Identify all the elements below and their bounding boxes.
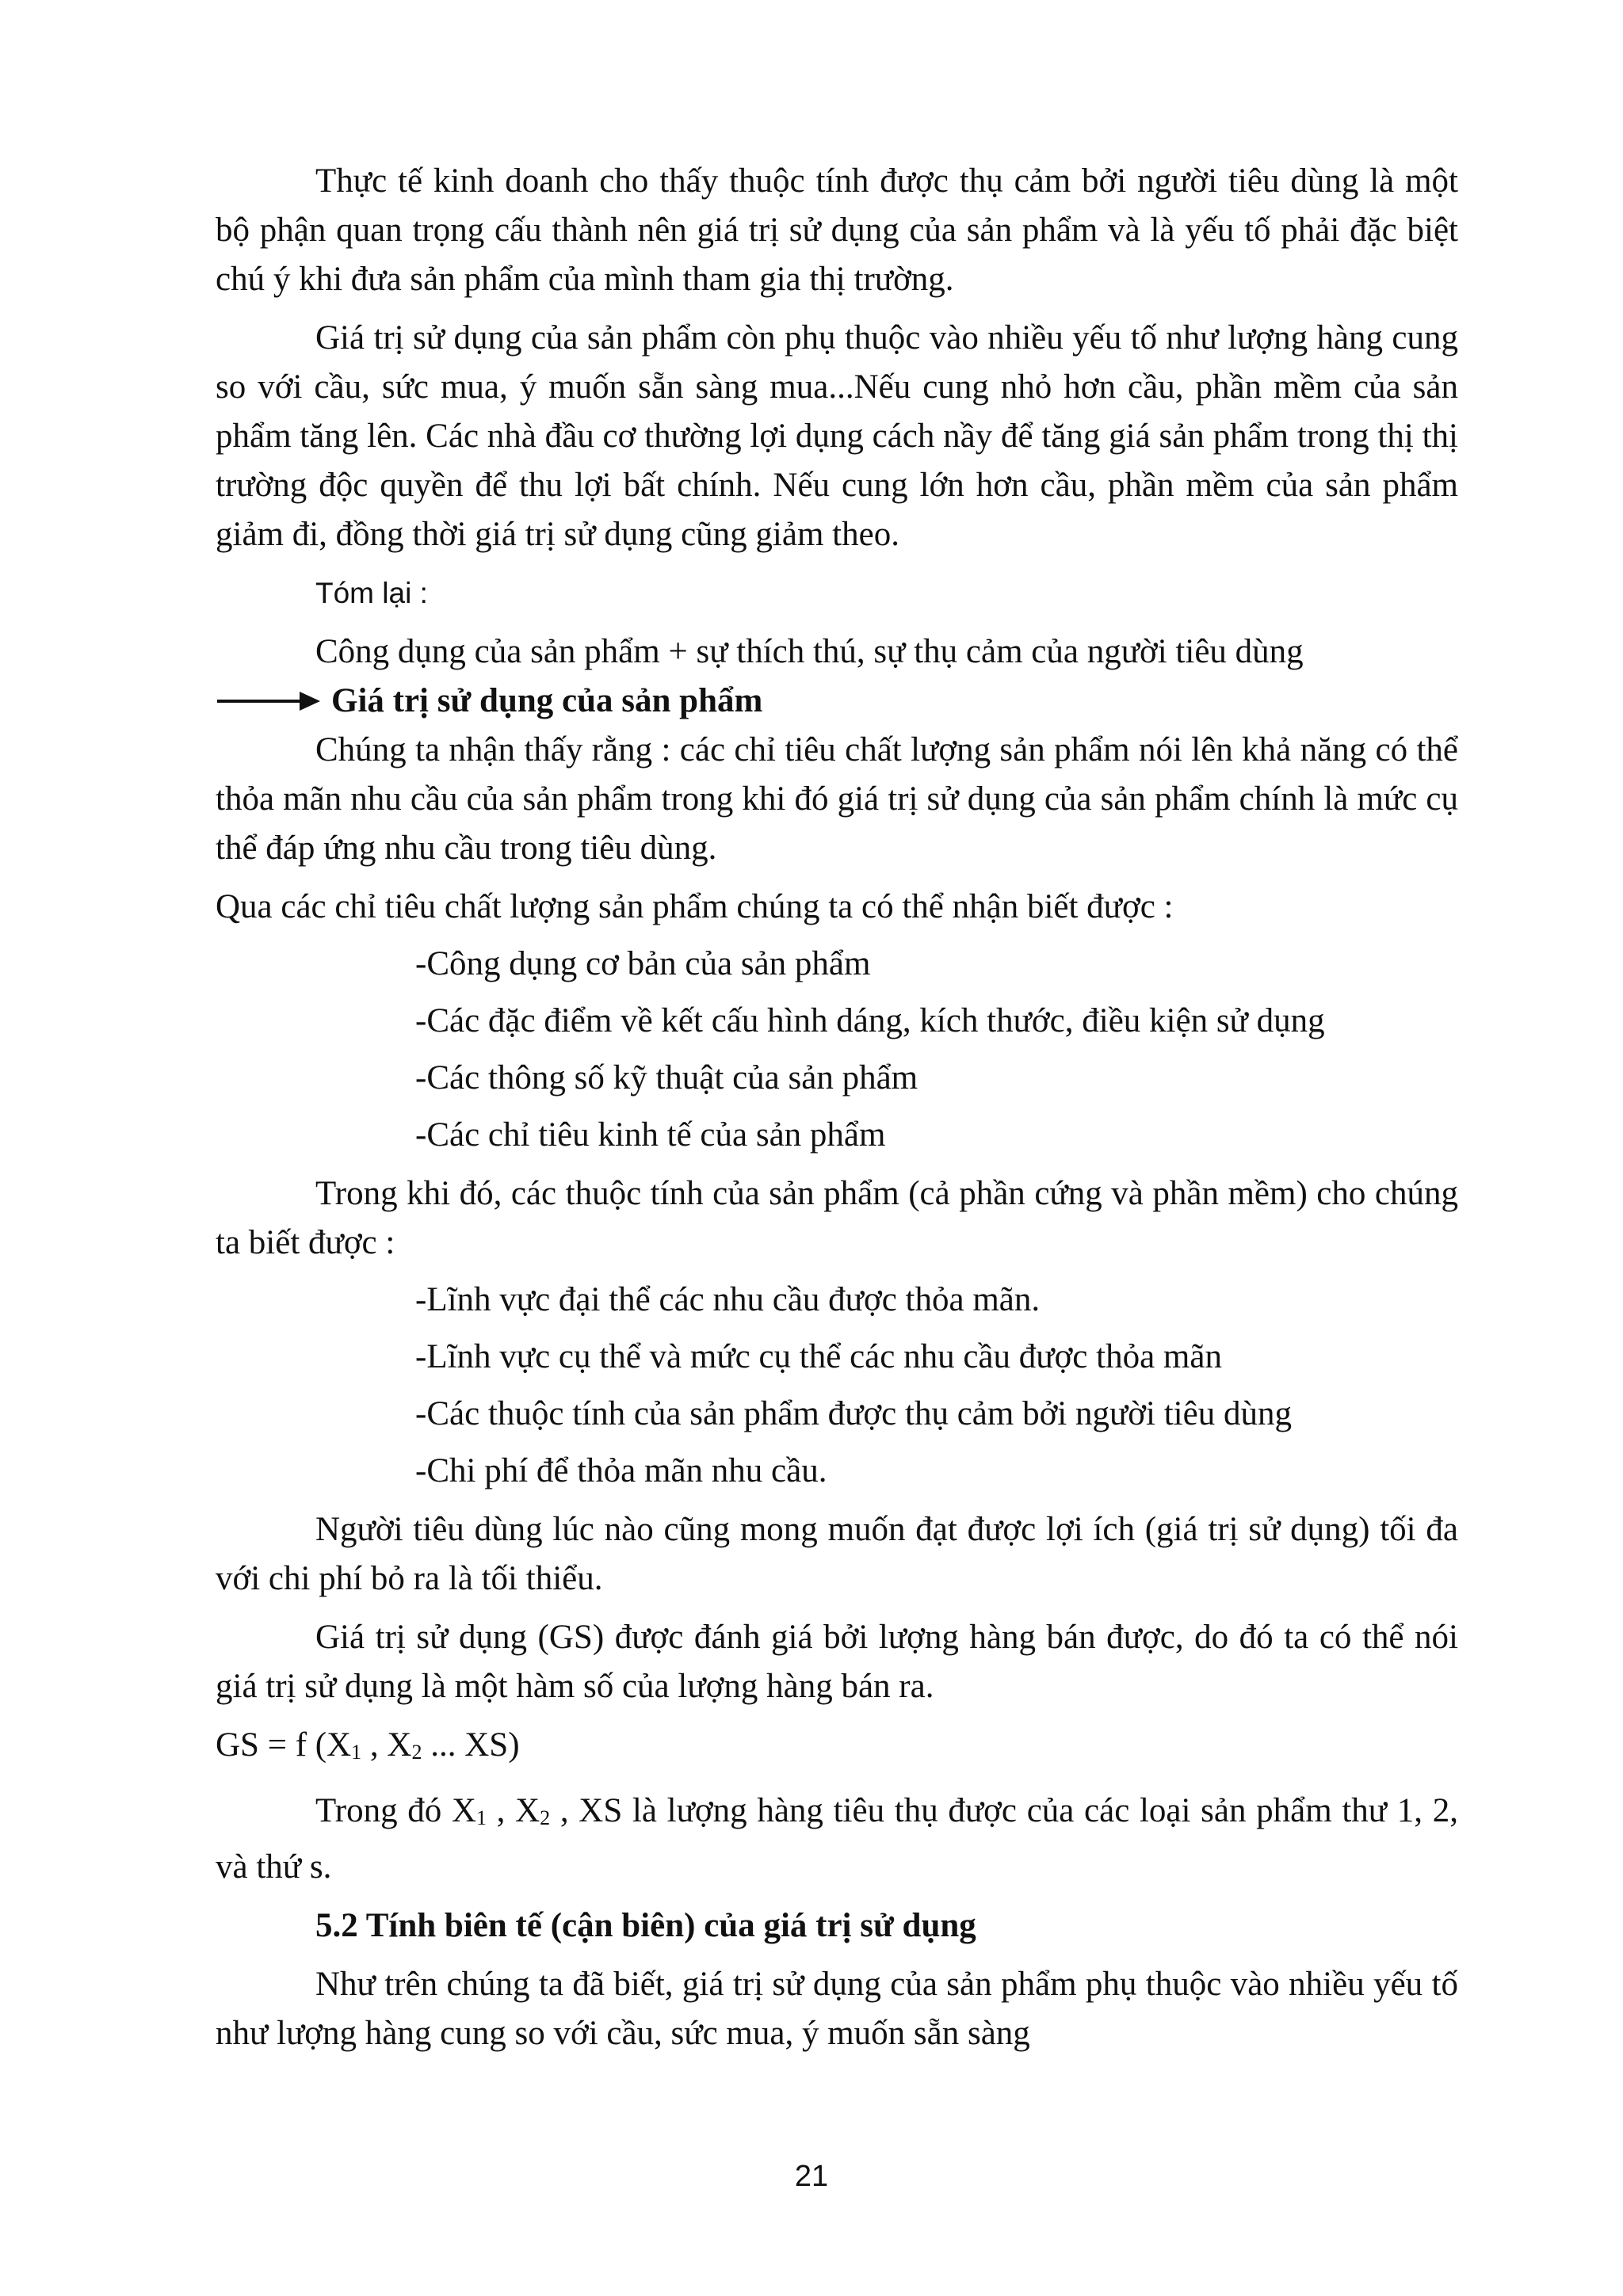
list-item: -Lĩnh vực đại thể các nhu cầu được thỏa mãn. bbox=[415, 1281, 1041, 1318]
list-item: -Các thuộc tính của sản phẩm được thụ cảm bởi người tiêu dùng bbox=[415, 1395, 1292, 1432]
list-item: -Các thông số kỹ thuật của sản phẩm bbox=[415, 1059, 918, 1097]
result-line bbox=[216, 677, 1458, 726]
paragraph-9: Như trên chúng ta đã biết, giá trị sử dụng của sản phẩm phụ thuộc vào nhiều yếu tố như lượng hàng cung so với cầu, sức mua, ý muốn sẵn sàng bbox=[216, 1966, 1458, 2052]
list-item: -Chi phí để thỏa mãn nhu cầu. bbox=[415, 1452, 827, 1489]
paragraph-5: Trong khi đó, các thuộc tính của sản phẩm (cả phần cứng và phần mềm) cho chúng ta biết được : bbox=[216, 1175, 1458, 1261]
paragraph-7: Giá trị sử dụng (GS) được đánh giá bởi lượng hàng bán được, do đó ta có thể nói giá trị sử dụng là một hàm số của lượng hàng bán ra. bbox=[216, 1619, 1458, 1705]
right-arrow-icon bbox=[217, 693, 320, 709]
list-item: -Các đặc điểm về kết cấu hình dáng, kích thước, điều kiện sử dụng bbox=[415, 1002, 1325, 1039]
paragraph-1: Thực tế kinh doanh cho thấy thuộc tính được thụ cảm bởi người tiêu dùng là một bộ phận quan trọng cấu thành nên giá trị sử dụng của sản phẩm và là yếu tố phải đặc biệt chú ý khi đưa sản phẩm của mình tham gia thị trường. bbox=[216, 162, 1458, 298]
summary-label: Tóm lại : bbox=[315, 577, 428, 609]
list-item: -Công dụng cơ bản của sản phẩm bbox=[415, 945, 871, 982]
paragraph-4: Qua các chỉ tiêu chất lượng sản phẩm chúng ta có thể nhận biết được : bbox=[216, 888, 1174, 925]
page-content bbox=[216, 157, 1458, 2058]
section-heading: 5.2 Tính biên tế (cận biên) của giá trị sử dụng bbox=[315, 1907, 976, 1944]
list-item: -Lĩnh vực cụ thể và mức cụ thể các nhu cầu được thỏa mãn bbox=[415, 1338, 1222, 1375]
formula-line: Công dụng của sản phẩm + sự thích thú, sự thụ cảm của người tiêu dùng bbox=[315, 633, 1304, 670]
paragraph-6: Người tiêu dùng lúc nào cũng mong muốn đạt được lợi ích (giá trị sử dụng) tối đa với chi phí bỏ ra là tối thiểu. bbox=[216, 1511, 1458, 1597]
result-text: Giá trị sử dụng của sản phẩm bbox=[331, 682, 763, 719]
paragraph-3: Chúng ta nhận thấy rằng : các chỉ tiêu chất lượng sản phẩm nói lên khả năng có thể thỏa mãn nhu cầu của sản phẩm trong khi đó giá trị sử dụng của sản phẩm chính là mức cụ thể đáp ứng nhu cầu trong tiêu dùng. bbox=[216, 731, 1458, 867]
equation: GS = f ($X_1$ , $X_2$ ... XS) bbox=[216, 1726, 520, 1764]
list-item: -Các chỉ tiêu kinh tế của sản phẩm bbox=[415, 1116, 886, 1154]
paragraph-2: Giá trị sử dụng của sản phẩm còn phụ thuộc vào nhiều yếu tố như lượng hàng cung so với cầu, sức mua, ý muốn sẵn sàng mua...Nếu cung nhỏ hơn cầu, phần mềm của sản phẩm tăng lên. Các nhà đầu cơ thường lợi dụng cách nầy để tăng giá sản phẩm trong thị thị trường độc quyền để thu lợi bất chính. Nếu cung lớn hơn cầu, phần mềm của sản phẩm giảm đi, đồng thời giá trị sử dụng cũng giảm theo. bbox=[216, 319, 1458, 553]
paragraph-8: Trong đó $X_1$ , $X_2$ , XS là lượng hàng tiêu thụ được của các loại sản phẩm thư 1, 2, và thứ s. bbox=[216, 1792, 1458, 1886]
page-number: 21 bbox=[794, 2160, 829, 2193]
